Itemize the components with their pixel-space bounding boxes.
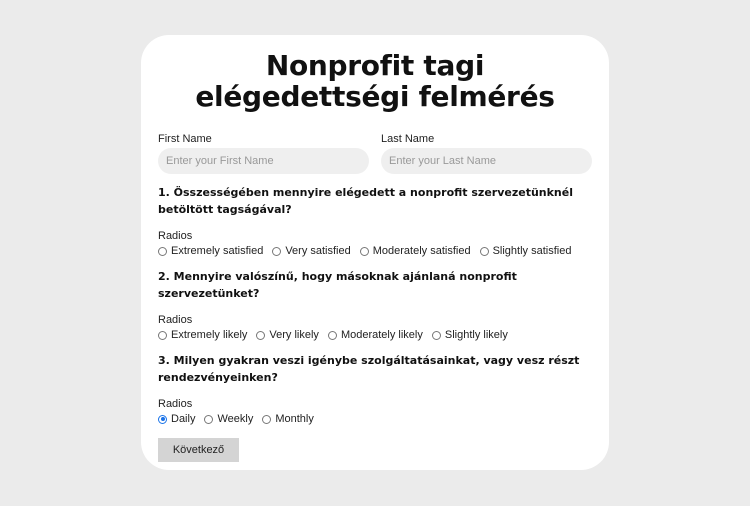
radio-very-satisfied[interactable] (272, 245, 350, 257)
question-2-options (158, 329, 592, 341)
question-1-radios-label: Radios (158, 230, 193, 242)
question-3-radios-label: Radios (158, 398, 193, 410)
radio-circle[interactable] (158, 331, 167, 340)
name-row (158, 132, 592, 174)
question-2: 2. Mennyire valószínű, hogy másoknak ajánlaná nonprofit szervezetünket? (158, 270, 517, 300)
radio-label: Weekly (217, 413, 254, 425)
radio-circle[interactable] (272, 247, 281, 256)
first-name-label: First Name (158, 133, 212, 145)
first-name-input[interactable] (158, 148, 369, 174)
radio-circle[interactable] (360, 247, 369, 256)
radio-label: Slightly likely (444, 329, 508, 341)
last-name-label: Last Name (381, 133, 435, 145)
radio-label: Monthly (275, 413, 314, 425)
survey-card (141, 35, 609, 470)
radio-circle[interactable] (204, 415, 213, 424)
question-3-options (158, 413, 592, 425)
question-1: 1. Összességében mennyire elégedett a nonprofit szervezetünknél betöltött tagságával? (158, 186, 573, 216)
radio-label: Daily (171, 413, 196, 425)
radio-very-likely[interactable] (256, 329, 319, 341)
radio-circle[interactable] (432, 331, 441, 340)
radio-label: Slightly satisfied (492, 245, 572, 257)
last-name-input[interactable] (381, 148, 592, 174)
radio-extremely-satisfied[interactable] (158, 245, 263, 257)
next-button[interactable]: Következő (158, 438, 239, 462)
radio-weekly[interactable] (204, 413, 253, 425)
first-name-group (158, 132, 369, 174)
radio-extremely-likely[interactable] (158, 329, 247, 341)
radio-circle[interactable] (158, 247, 167, 256)
radio-circle[interactable] (262, 415, 271, 424)
radio-label: Moderately satisfied (372, 245, 471, 257)
radio-monthly[interactable] (262, 413, 314, 425)
radio-moderately-satisfied[interactable] (360, 245, 471, 257)
radio-circle-checked[interactable] (158, 415, 167, 424)
question-1-options (158, 245, 592, 257)
radio-circle[interactable] (328, 331, 337, 340)
question-3: 3. Milyen gyakran veszi igénybe szolgáltatásainkat, vagy vesz részt rendezvényeinken? (158, 354, 580, 384)
radio-label: Moderately likely (340, 329, 423, 341)
radio-circle[interactable] (256, 331, 265, 340)
radio-label: Extremely satisfied (171, 245, 264, 257)
radio-daily[interactable] (158, 413, 195, 425)
question-2-radios-label: Radios (158, 314, 193, 326)
radio-slightly-likely[interactable] (432, 329, 508, 341)
radio-label: Very likely (269, 329, 319, 341)
radio-slightly-satisfied[interactable] (480, 245, 572, 257)
page-title: Nonprofit tagi elégedettségi felmérés (195, 49, 555, 113)
radio-circle[interactable] (480, 247, 489, 256)
radio-label: Extremely likely (171, 329, 248, 341)
last-name-group (381, 132, 592, 174)
radio-moderately-likely[interactable] (328, 329, 423, 341)
radio-label: Very satisfied (285, 245, 351, 257)
